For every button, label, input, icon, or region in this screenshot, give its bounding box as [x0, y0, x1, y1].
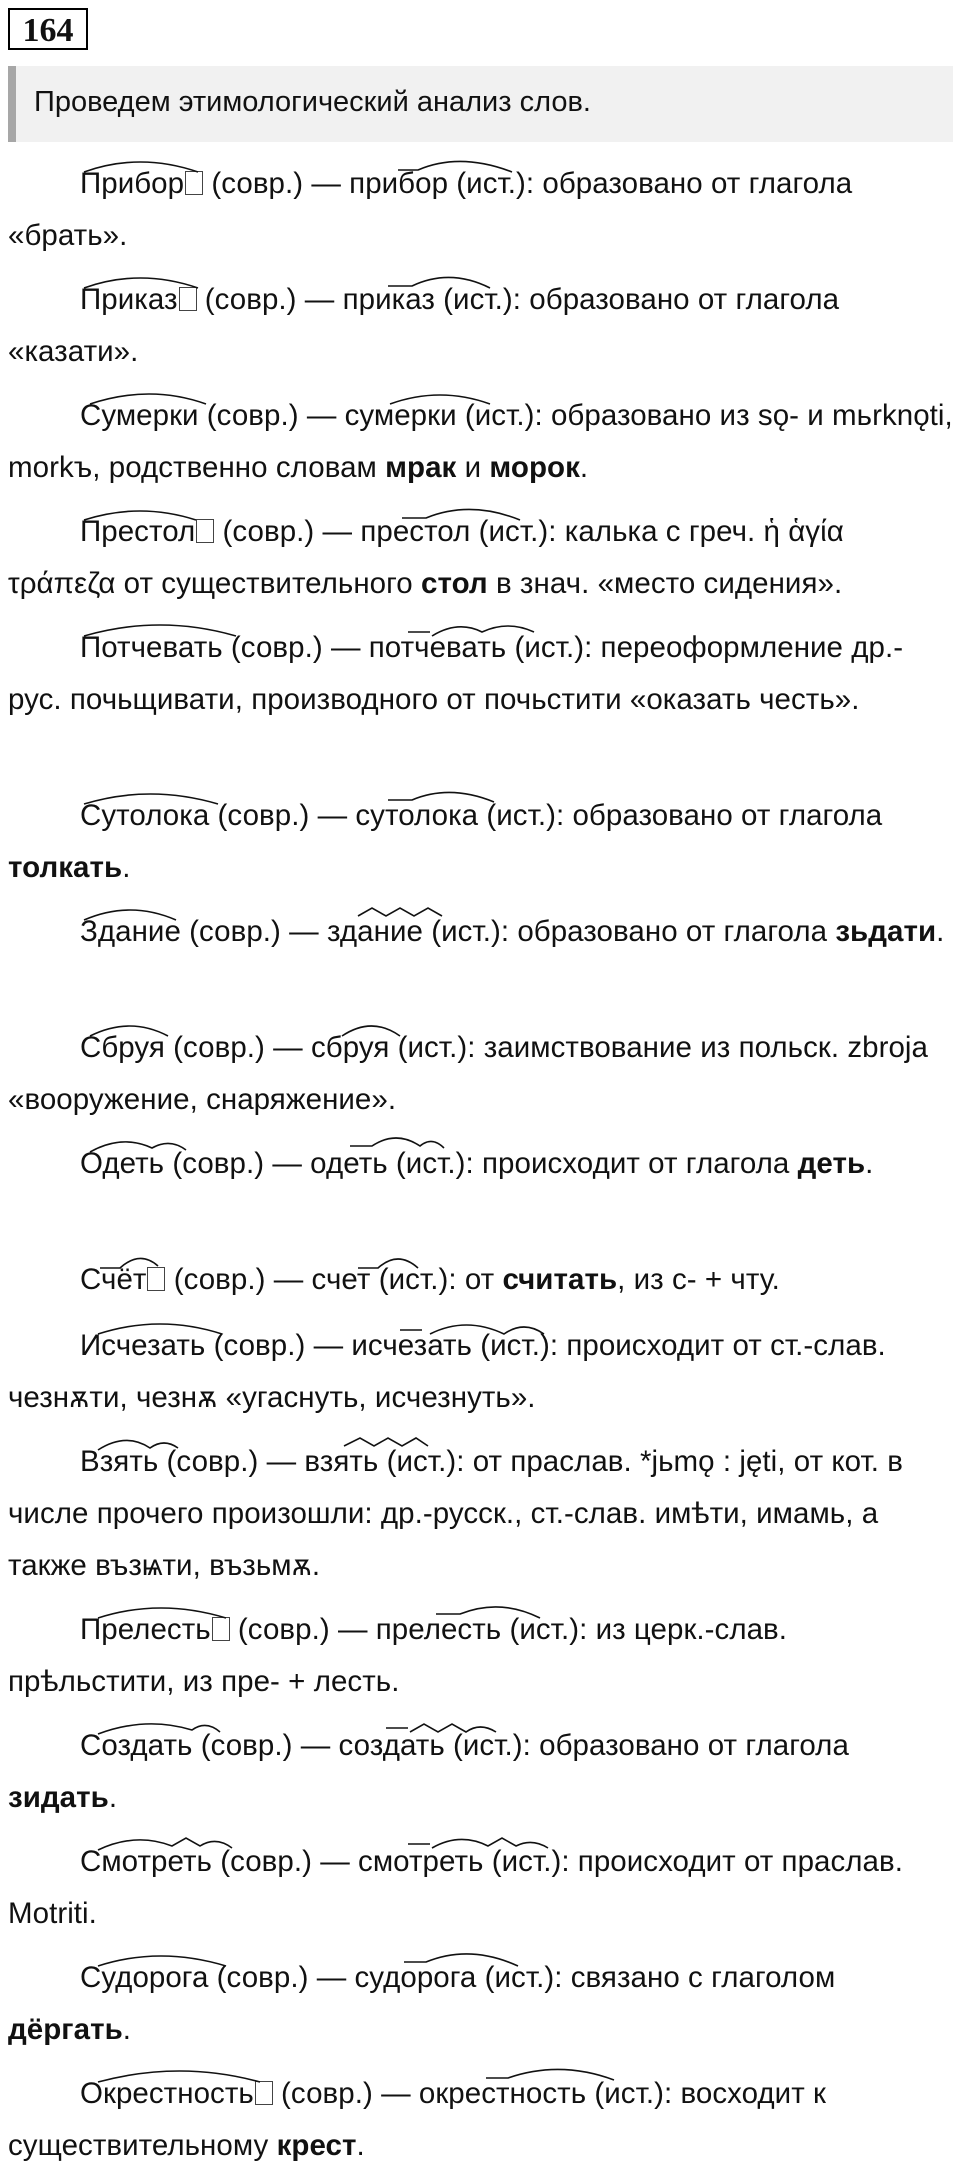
entry-word-hist: сутолока — [355, 799, 479, 832]
entry-sep: — — [265, 1263, 312, 1296]
entry-word-hist: счет — [311, 1263, 371, 1296]
entry-bold: деть — [797, 1147, 866, 1180]
etymology-entry-sbruya — [8, 1022, 956, 1126]
entry-modern: (совр.) — [222, 631, 323, 664]
entry-word-hist: прелесть — [375, 1613, 502, 1646]
entry-modern: (совр.) — [158, 1445, 259, 1478]
entry-sep: — — [329, 1613, 376, 1646]
entry-sep: — — [264, 1031, 311, 1064]
entry-sep: — — [292, 1729, 339, 1762]
entry-word: Престол — [80, 515, 196, 548]
entry-sep: — — [322, 631, 369, 664]
entry-modern: (совр.) — [205, 1329, 306, 1362]
entry-sep: — — [258, 1445, 305, 1478]
entry-word-hist: сбруя — [310, 1031, 390, 1064]
entry-modern: (совр.) — [214, 515, 315, 548]
entry-sep: — — [311, 1845, 359, 1878]
entry-sep: — — [314, 515, 361, 548]
entry-text: (ист.): образовано от глагола — [422, 915, 836, 948]
etymology-entry-vzyat — [8, 1436, 956, 1592]
etymology-entry-potchevat — [8, 622, 956, 726]
entry-word: Исчезать — [80, 1329, 206, 1362]
etymology-entry-sozdat — [8, 1720, 956, 1824]
entry-text: (ист.): заимствование из польск. zbroja «вооружение, снаряжение». — [8, 1031, 928, 1116]
ending-marker — [179, 287, 197, 311]
etymology-entry-odet — [8, 1138, 956, 1190]
etymology-entry-sutoloka — [8, 790, 956, 894]
entry-text: (ист.): образовано от глагола «брать». — [8, 167, 853, 252]
entry-bold: мрак — [385, 451, 457, 484]
entry-text: (ист.): из церк.-слав. прѣльстити, из пре- + лесть. — [8, 1613, 788, 1698]
entry-word: Прибор — [80, 167, 185, 200]
entry-word: Счёт — [80, 1263, 147, 1296]
entry-modern: (совр.) — [211, 1845, 312, 1878]
entry-word-hist: судорога — [354, 1961, 477, 1994]
entry-sep: — — [264, 1147, 311, 1180]
entry-bold: зьдати — [835, 915, 937, 948]
entry-sep: — — [303, 167, 350, 200]
exercise-number: 164 — [8, 8, 88, 50]
entry-text: (ист.): образовано от глагола — [444, 1729, 849, 1762]
entry-bold: стол — [421, 567, 488, 600]
entry-bold: толкать — [8, 851, 123, 884]
etymology-entry-prikaz — [8, 274, 956, 378]
entry-word: Одеть — [80, 1147, 165, 1180]
entry-text: (ист.): образовано от глагола — [478, 799, 883, 832]
entry-word-hist: взять — [304, 1445, 379, 1478]
etymology-entry-sumerki — [8, 390, 956, 494]
etymology-entry-sudoroga — [8, 1952, 956, 2056]
entry-bold: крест — [276, 2129, 357, 2162]
entry-word: Сутолока — [80, 799, 210, 832]
entry-mid: в знач. «место сидения». — [487, 567, 843, 600]
entry-modern: (совр.) — [180, 915, 281, 948]
entry-word-hist: одеть — [310, 1147, 388, 1180]
entry-sep: — — [308, 1961, 355, 1994]
ending-marker — [147, 1267, 165, 1291]
etymology-entry-zdanie — [8, 906, 956, 958]
entry-modern: (совр.) — [165, 1263, 266, 1296]
entry-bold: дёргать — [8, 2013, 123, 2046]
intro-callout — [8, 66, 953, 142]
entry-word-hist: окрестность — [418, 2077, 587, 2110]
entry-text: (ист.): от праслав. *jьmǫ : jęti, от кот. в числе прочего произошли: др.-русск., ст.-слав. имѣти, имамь, а также възѩти, възьмѫ. — [8, 1445, 903, 1582]
entry-word: Прелесть — [80, 1613, 211, 1646]
entry-word: Окрестность — [80, 2077, 254, 2110]
entry-sep: — — [298, 399, 345, 432]
entry-text: (ист.): от — [370, 1263, 503, 1296]
entry-text: (ист.): происходит от глагола — [387, 1147, 798, 1180]
entry-modern: (совр.) — [229, 1613, 330, 1646]
entry-end: . — [356, 2129, 365, 2162]
entry-sep: — — [280, 915, 327, 948]
ending-marker — [196, 519, 214, 543]
etymology-entry-schet — [8, 1254, 956, 1306]
entry-text: (ист.): образовано от глагола «казати». — [8, 283, 840, 368]
entry-end: . — [122, 851, 131, 884]
entry-word: Сумерки — [80, 399, 199, 432]
entry-text: (ист.): образовано из sǫ- и mьrknǫti, morkъ, родственно словам — [8, 399, 953, 484]
etymology-entry-okrestnost — [8, 2068, 956, 2172]
entry-word: Здание — [80, 915, 181, 948]
entry-word: Судорога — [80, 1961, 209, 1994]
entry-text: (ист.): связано с глаголом — [476, 1961, 836, 1994]
etymology-entry-prestol — [8, 506, 956, 610]
entry-modern: (совр.) — [164, 1031, 265, 1064]
entry-bold: считать — [502, 1263, 618, 1296]
entry-modern: (совр.) — [203, 167, 304, 200]
entry-word-hist: прибор — [349, 167, 449, 200]
entry-sep: — — [305, 1329, 352, 1362]
entry-word: Приказ — [80, 283, 178, 316]
entry-word-hist: потчевать — [368, 631, 507, 664]
entry-bold-2: морок — [489, 451, 580, 484]
entry-modern: (совр.) — [198, 399, 299, 432]
entry-end: . — [865, 1147, 874, 1180]
etymology-entry-smotret — [8, 1836, 956, 1940]
entry-word-hist: сумерки — [344, 399, 457, 432]
entry-modern: (совр.) — [192, 1729, 293, 1762]
entry-sep: — — [296, 283, 343, 316]
entry-word: Смотреть — [80, 1845, 212, 1878]
entry-sep: — — [372, 2077, 419, 2110]
entry-text: (ист.): переоформление др.-рус. почьщивати, производного от почьстити «оказать честь». — [8, 631, 904, 716]
entry-word: Создать — [80, 1729, 193, 1762]
entry-text: (ист.): калька с греч. ἡ ἁγία τράπεζα от существительного — [8, 515, 844, 600]
entry-end: . — [936, 915, 945, 948]
entry-word: Сбруя — [80, 1031, 165, 1064]
entry-end: . — [108, 1781, 118, 1814]
ending-marker — [185, 171, 203, 195]
entry-sep: — — [309, 799, 356, 832]
entry-modern: (совр.) — [208, 1961, 309, 1994]
entry-word-hist: смотреть — [358, 1845, 484, 1878]
ending-marker — [212, 1617, 230, 1641]
entry-word-hist: создать — [338, 1729, 445, 1762]
entry-modern: (совр.) — [272, 2077, 373, 2110]
entry-word-hist: приказ — [342, 283, 435, 316]
entry-end: . — [122, 2013, 132, 2046]
entry-word-hist: здание — [326, 915, 423, 948]
entry-modern: (совр.) — [164, 1147, 265, 1180]
entry-text: (ист.): происходит от праслав. Motriti. — [8, 1845, 903, 1930]
entry-word-hist: исчезать — [351, 1329, 472, 1362]
etymology-entry-pribor — [8, 158, 956, 262]
entry-modern: (совр.) — [196, 283, 297, 316]
entry-modern: (совр.) — [209, 799, 310, 832]
entry-text: (ист.): происходит от ст.-слав. чезнѫти, чезнѫ «угаснуть, исчезнуть». — [8, 1329, 886, 1414]
etymology-entry-ischezat — [8, 1320, 956, 1424]
entry-mid: , из с- + чту. — [617, 1263, 780, 1296]
intro-text: Проведем этимологический анализ слов. — [34, 86, 591, 118]
entry-mid: и — [456, 451, 490, 484]
entry-text: (ист.): восходит к существительному — [8, 2077, 826, 2162]
entry-word: Взять — [80, 1445, 159, 1478]
etymology-entry-prelest — [8, 1604, 956, 1708]
entry-word-hist: престол — [360, 515, 471, 548]
entry-bold: зидать — [8, 1781, 109, 1814]
ending-marker — [255, 2081, 273, 2105]
entry-word: Потчевать — [80, 631, 223, 664]
entry-end: . — [579, 451, 589, 484]
